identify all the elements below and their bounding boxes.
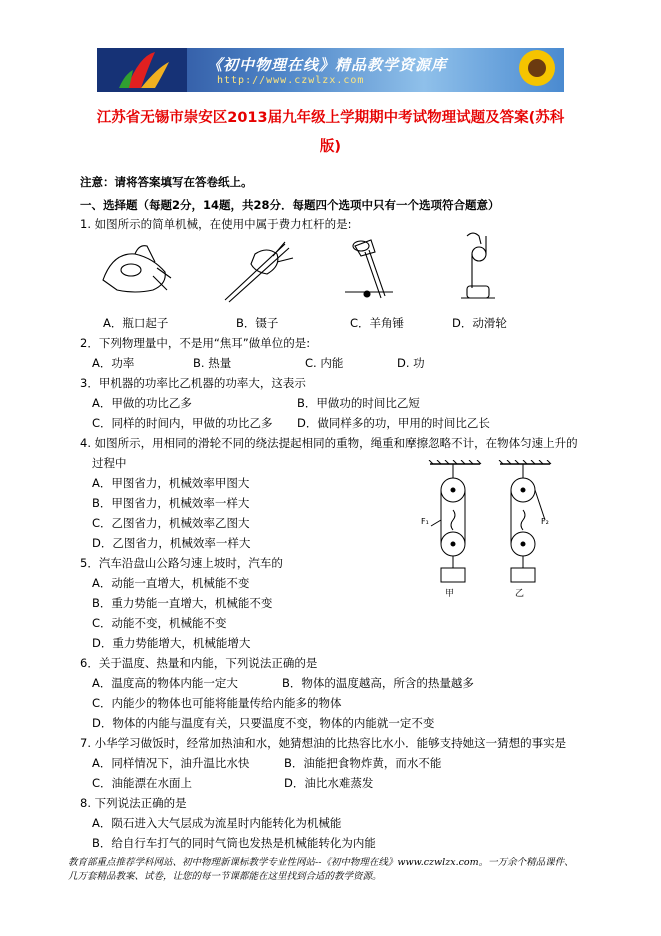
q2-option-b[interactable]: B. 热量 — [193, 356, 232, 370]
q4-stem-cont: 过程中 — [92, 456, 127, 470]
q6-option-b[interactable]: B．物体的温度越高，所含的热量越多 — [282, 676, 474, 690]
q5-stem: 5．汽车沿盘山公路匀速上坡时，汽车的 — [80, 556, 283, 570]
q4-pulley-figure — [405, 460, 580, 600]
q1-option-d[interactable]: D．动滑轮 — [452, 316, 507, 330]
page-footer — [68, 856, 608, 884]
q3-option-c[interactable]: C．同样的时间内，甲做的功比乙多 — [92, 416, 273, 430]
footer-line-1: 教育部重点推荐学科网站、初中物理新课标教学专业性网站--《初中物理在线》www.czwlzx.com。一万余个精品课件、 — [68, 857, 574, 868]
q2-stem: 2．下列物理量中，不是用“焦耳”做单位的是: — [80, 336, 311, 350]
q6-option-c[interactable]: C．内能少的物体也可能将能量传给内能多的物体 — [92, 696, 342, 710]
footer-line-2: 几万套精品教案、试卷，让您的每一节课都能在这里找到合适的教学资源。 — [68, 871, 382, 882]
movable-pulley-figure — [461, 233, 495, 298]
banner-url[interactable]: http://www.czwlzx.com — [217, 75, 365, 86]
figure-label-b: 乙 — [515, 589, 525, 599]
q1-stem: 1. 如图所示的简单机械，在使用中属于费力杠杆的是: — [80, 217, 352, 231]
q8-option-b[interactable]: B．给自行车打气的同时气筒也发热是机械能转化为内能 — [92, 836, 376, 850]
figure-label-a: 甲 — [445, 589, 455, 599]
q7-option-b[interactable]: B．油能把食物炸黄，而水不能 — [284, 756, 442, 770]
q4-option-b[interactable]: B．甲图省力，机械效率一样大 — [92, 496, 250, 510]
q3-option-d[interactable]: D．做同样多的功，甲用的时间比乙长 — [297, 416, 490, 430]
f2-label: F₂ — [541, 517, 549, 526]
q6-stem: 6．关于温度、热量和内能，下列说法正确的是 — [80, 656, 318, 670]
page-title-cont: 版) — [319, 139, 342, 155]
q6-option-d[interactable]: D．物体的内能与温度有关，只要温度不变，物体的内能就一定不变 — [92, 716, 435, 730]
bottle-opener-figure — [103, 246, 171, 292]
tweezers-figure — [225, 242, 293, 302]
q8-stem: 8. 下列说法正确的是 — [80, 796, 187, 810]
q1-option-b[interactable]: B．镊子 — [236, 316, 279, 330]
q8-option-a[interactable]: A．陨石进入大气层成为流星时内能转化为机械能 — [92, 816, 342, 830]
claw-hammer-figure — [345, 240, 393, 298]
q4-option-d[interactable]: D．乙图省力，机械效率一样大 — [92, 536, 251, 550]
section-heading: 一、选择题（每题2分，14题，共28分．每题四个选项中只有一个选项符合题意） — [80, 198, 500, 212]
q2-option-a[interactable]: A．功率 — [92, 356, 135, 370]
q3-option-b[interactable]: B．甲做功的时间比乙短 — [297, 396, 420, 410]
header-banner — [97, 48, 564, 92]
page-title: 江苏省无锡市崇安区2013届九年级上学期期中考试物理试题及答案(苏科 — [96, 110, 565, 126]
q7-option-a[interactable]: A．同样情况下，油升温比水快 — [92, 756, 250, 770]
q5-option-d[interactable]: D．重力势能增大，机械能增大 — [92, 636, 251, 650]
q6-option-a[interactable]: A．温度高的物体内能一定大 — [92, 676, 238, 690]
q1-option-c[interactable]: C．羊角锤 — [350, 316, 405, 330]
q7-option-c[interactable]: C．油能漂在水面上 — [92, 776, 193, 790]
q2-option-d[interactable]: D. 功 — [397, 356, 425, 370]
q2-option-c[interactable]: C. 内能 — [305, 356, 344, 370]
notice: 注意：请将答案填写在答卷纸上。 — [80, 175, 253, 189]
q3-stem: 3．甲机器的功率比乙机器的功率大，这表示 — [80, 376, 306, 390]
q1-option-a[interactable]: A．瓶口起子 — [103, 316, 169, 330]
q4-option-c[interactable]: C．乙图省力，机械效率乙图大 — [92, 516, 250, 530]
q4-stem: 4. 如图所示，用相同的滑轮不同的绕法提起相同的重物，绳重和摩擦忽略不计，在物体匀速上升的 — [80, 436, 578, 450]
banner-title: 《初中物理在线》精品教学资源库 — [207, 56, 448, 74]
q5-option-b[interactable]: B．重力势能一直增大，机械能不变 — [92, 596, 273, 610]
q3-option-a[interactable]: A．甲做的功比乙多 — [92, 396, 192, 410]
q4-option-a[interactable]: A．甲图省力，机械效率甲图大 — [92, 476, 250, 490]
q7-option-d[interactable]: D．油比水难蒸发 — [284, 776, 374, 790]
q1-figures — [95, 232, 525, 312]
q5-option-a[interactable]: A．动能一直增大，机械能不变 — [92, 576, 250, 590]
q7-stem: 7. 小华学习做饭时，经常加热油和水，她猜想油的比热容比水小．能够支持她这一猜想的事实是 — [80, 736, 567, 750]
q5-option-c[interactable]: C．动能不变，机械能不变 — [92, 616, 227, 630]
f1-label: F₁ — [421, 517, 429, 526]
